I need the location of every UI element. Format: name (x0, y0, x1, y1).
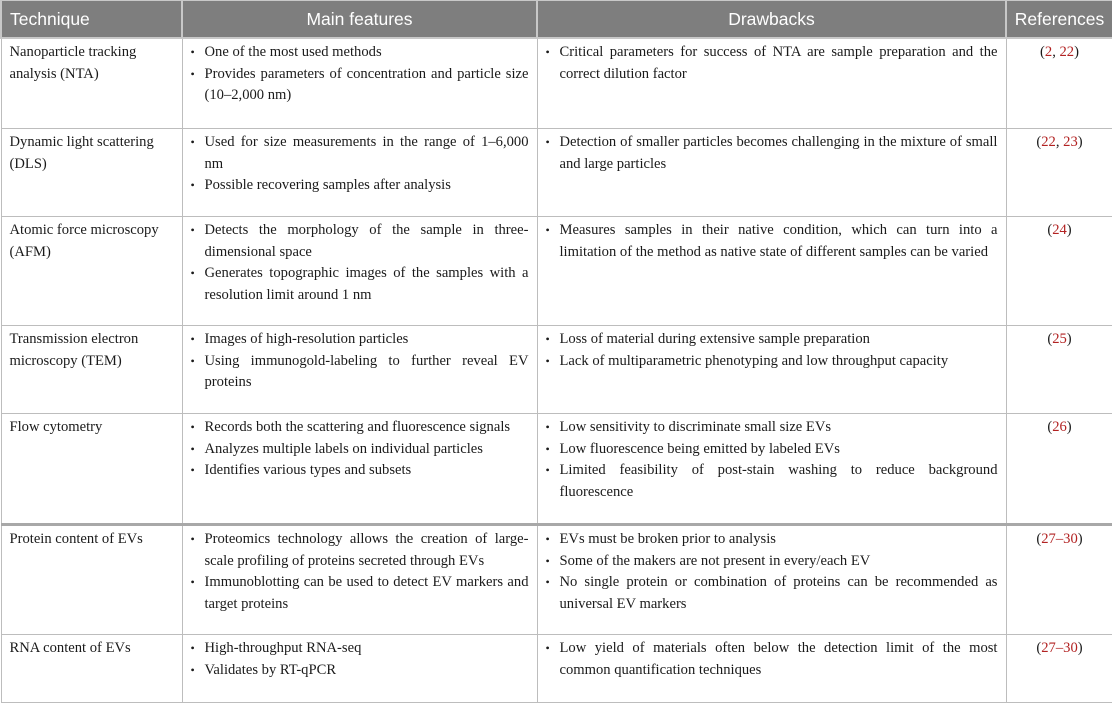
feature-item: • High-throughput RNA-seq (191, 638, 529, 660)
technique-cell: Atomic force microscopy (AFM) (1, 217, 182, 326)
references-cell: (24) (1006, 217, 1112, 326)
drawbacks-cell (537, 326, 1006, 414)
references-cell: (25) (1006, 326, 1112, 414)
drawback-item: • Some of the makers are not present in every/each EV (546, 551, 998, 573)
drawbacks-cell (537, 217, 1006, 326)
reference-link[interactable]: 22 (1041, 134, 1056, 150)
table-row (1, 129, 1112, 217)
references-cell: (2, 22) (1006, 38, 1112, 129)
reference-link[interactable]: 22 (1059, 44, 1075, 60)
drawback-item: • Critical parameters for success of NTA are sample preparation and the correct dilution factor (546, 42, 998, 85)
features-cell (182, 129, 537, 217)
references-cell: (27–30) (1006, 635, 1112, 703)
table-row (1, 414, 1112, 525)
drawback-item: • Loss of material during extensive sample preparation (546, 329, 998, 351)
drawback-item: • EVs must be broken prior to analysis (546, 529, 998, 551)
feature-item: • Using immunogold-labeling to further reveal EV proteins (191, 351, 529, 394)
drawback-item: • No single protein or combination of proteins can be recommended as universal EV markers (546, 572, 998, 615)
feature-item: • One of the most used methods (191, 42, 529, 64)
reference-link[interactable]: 27–30 (1041, 531, 1078, 547)
table-row (1, 635, 1112, 703)
feature-item: • Records both the scattering and fluorescence signals (191, 417, 529, 439)
drawback-item: • Detection of smaller particles becomes challenging in the mixture of small and large particles (546, 132, 998, 175)
technique-cell: Flow cytometry (1, 414, 182, 525)
drawback-item: • Low fluorescence being emitted by labeled EVs (546, 439, 998, 461)
table-row (1, 525, 1112, 635)
drawback-item: • Lack of multiparametric phenotyping and low throughput capacity (546, 351, 998, 373)
features-cell (182, 217, 537, 326)
references-cell: (27–30) (1006, 525, 1112, 635)
drawbacks-cell (537, 414, 1006, 525)
feature-item: • Analyzes multiple labels on individual particles (191, 439, 529, 461)
feature-item: • Proteomics technology allows the creation of large-scale profiling of proteins secreted through EVs (191, 529, 529, 572)
drawbacks-cell (537, 525, 1006, 635)
feature-item: • Possible recovering samples after analysis (191, 175, 529, 197)
feature-item: • Detects the morphology of the sample in three-dimensional space (191, 220, 529, 263)
features-cell (182, 414, 537, 525)
feature-item: • Generates topographic images of the samples with a resolution limit around 1 nm (191, 263, 529, 306)
table-row (1, 326, 1112, 414)
header-drawbacks: Drawbacks (537, 1, 1006, 39)
technique-cell: Nanoparticle tracking analysis (NTA) (1, 38, 182, 129)
header-row (1, 1, 1112, 39)
header-main-features: Main features (182, 1, 537, 39)
drawback-item: • Measures samples in their native condition, which can turn into a limitation of the method as native state of different samples can be varied (546, 220, 998, 263)
header-technique: Technique (1, 1, 182, 39)
technique-cell: Dynamic light scattering (DLS) (1, 129, 182, 217)
feature-item: • Validates by RT-qPCR (191, 660, 529, 682)
technique-cell: Transmission electron microscopy (TEM) (1, 326, 182, 414)
table-row (1, 38, 1112, 129)
reference-link[interactable]: 25 (1052, 331, 1067, 347)
features-cell (182, 326, 537, 414)
technique-cell: RNA content of EVs (1, 635, 182, 703)
references-cell: (26) (1006, 414, 1112, 525)
features-cell (182, 38, 537, 129)
table-row (1, 217, 1112, 326)
drawback-item: • Low sensitivity to discriminate small size EVs (546, 417, 998, 439)
reference-link[interactable]: 23 (1063, 134, 1078, 150)
technique-cell: Protein content of EVs (1, 525, 182, 635)
drawbacks-cell (537, 129, 1006, 217)
feature-item: • Used for size measurements in the range of 1–6,000 nm (191, 132, 529, 175)
header-references: References (1006, 1, 1112, 39)
reference-link[interactable]: 2 (1044, 44, 1053, 60)
reference-link[interactable]: 26 (1052, 419, 1067, 435)
feature-item: • Identifies various types and subsets (191, 460, 529, 482)
drawback-item: • Limited feasibility of post-stain washing to reduce background fluorescence (546, 460, 998, 503)
references-cell: (22, 23) (1006, 129, 1112, 217)
features-cell (182, 525, 537, 635)
drawbacks-cell (537, 38, 1006, 129)
reference-link[interactable]: 27–30 (1041, 640, 1078, 656)
features-cell (182, 635, 537, 703)
reference-link[interactable]: 24 (1052, 222, 1067, 238)
feature-item: • Provides parameters of concentration and particle size (10–2,000 nm) (191, 64, 529, 107)
feature-item: • Images of high-resolution particles (191, 329, 529, 351)
drawbacks-cell (537, 635, 1006, 703)
feature-item: • Immunoblotting can be used to detect EV markers and target proteins (191, 572, 529, 615)
drawback-item: • Low yield of materials often below the detection limit of the most common quantification techniques (546, 638, 998, 681)
